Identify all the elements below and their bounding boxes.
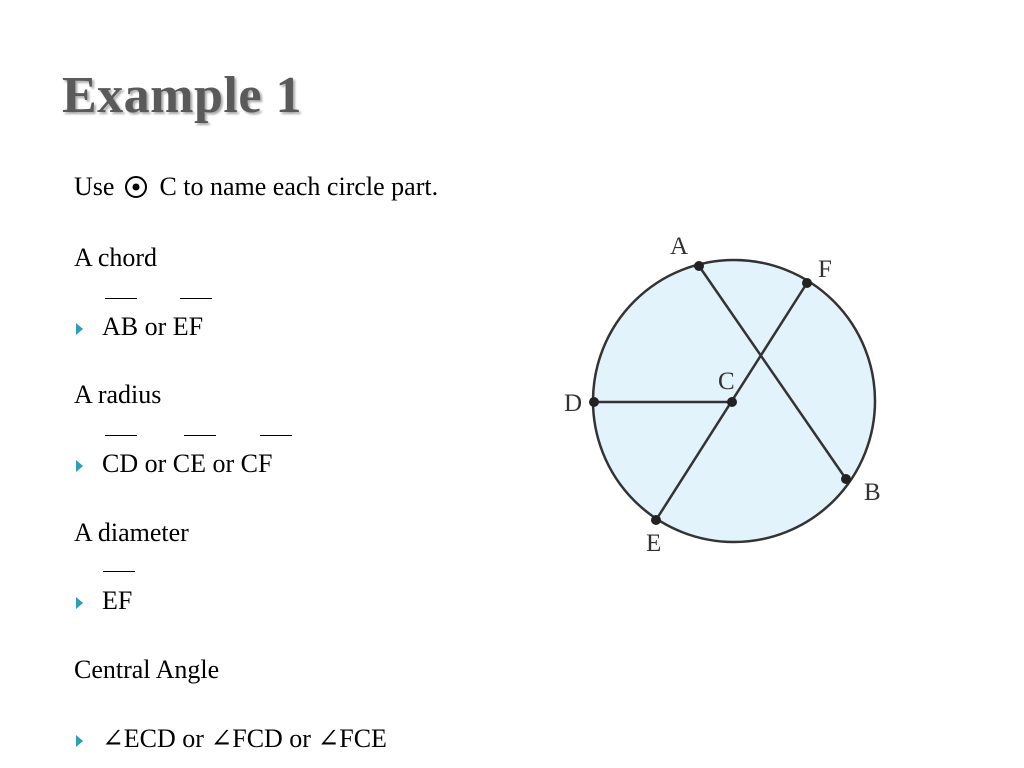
intro-text-before: Use	[74, 172, 115, 201]
chord-answer-text: AB or EF	[102, 312, 204, 341]
bullet-arrow-icon	[76, 323, 83, 335]
central-angle-answer-text: ∠ECD or ∠FCD or ∠FCE	[102, 724, 387, 753]
label-f: F	[818, 256, 832, 283]
slide-title: Example 1	[62, 67, 302, 124]
radius-heading: A radius	[74, 380, 162, 409]
chord-heading: A chord	[74, 243, 158, 272]
label-e: E	[646, 530, 662, 557]
point-e	[651, 515, 661, 525]
circle-dot-icon	[125, 176, 147, 198]
bullet-arrow-icon	[76, 735, 83, 747]
bullet-arrow-icon	[76, 597, 83, 609]
label-b: B	[864, 479, 881, 506]
overline-cd	[105, 435, 137, 436]
overline-ef-diameter	[103, 571, 135, 572]
bullet-arrow-icon	[76, 460, 83, 472]
overline-ce	[184, 435, 216, 436]
radius-answer-text: CD or CE or CF	[102, 449, 273, 478]
overline-ef	[180, 298, 212, 299]
point-d	[589, 397, 599, 407]
overline-ab	[105, 298, 137, 299]
diameter-answer-text: EF	[102, 586, 133, 615]
label-d: D	[564, 390, 583, 417]
intro-text-after: C to name each circle part.	[159, 172, 439, 201]
point-f	[802, 278, 812, 288]
central-angle-heading: Central Angle	[74, 655, 220, 684]
intro-line	[74, 172, 438, 202]
label-c: C	[718, 368, 735, 395]
diameter-heading: A diameter	[74, 518, 189, 547]
circle-diagram	[555, 225, 905, 560]
point-c	[727, 397, 737, 407]
label-a: A	[670, 233, 689, 260]
point-a	[694, 261, 704, 271]
overline-cf	[260, 435, 292, 436]
point-b	[841, 474, 851, 484]
